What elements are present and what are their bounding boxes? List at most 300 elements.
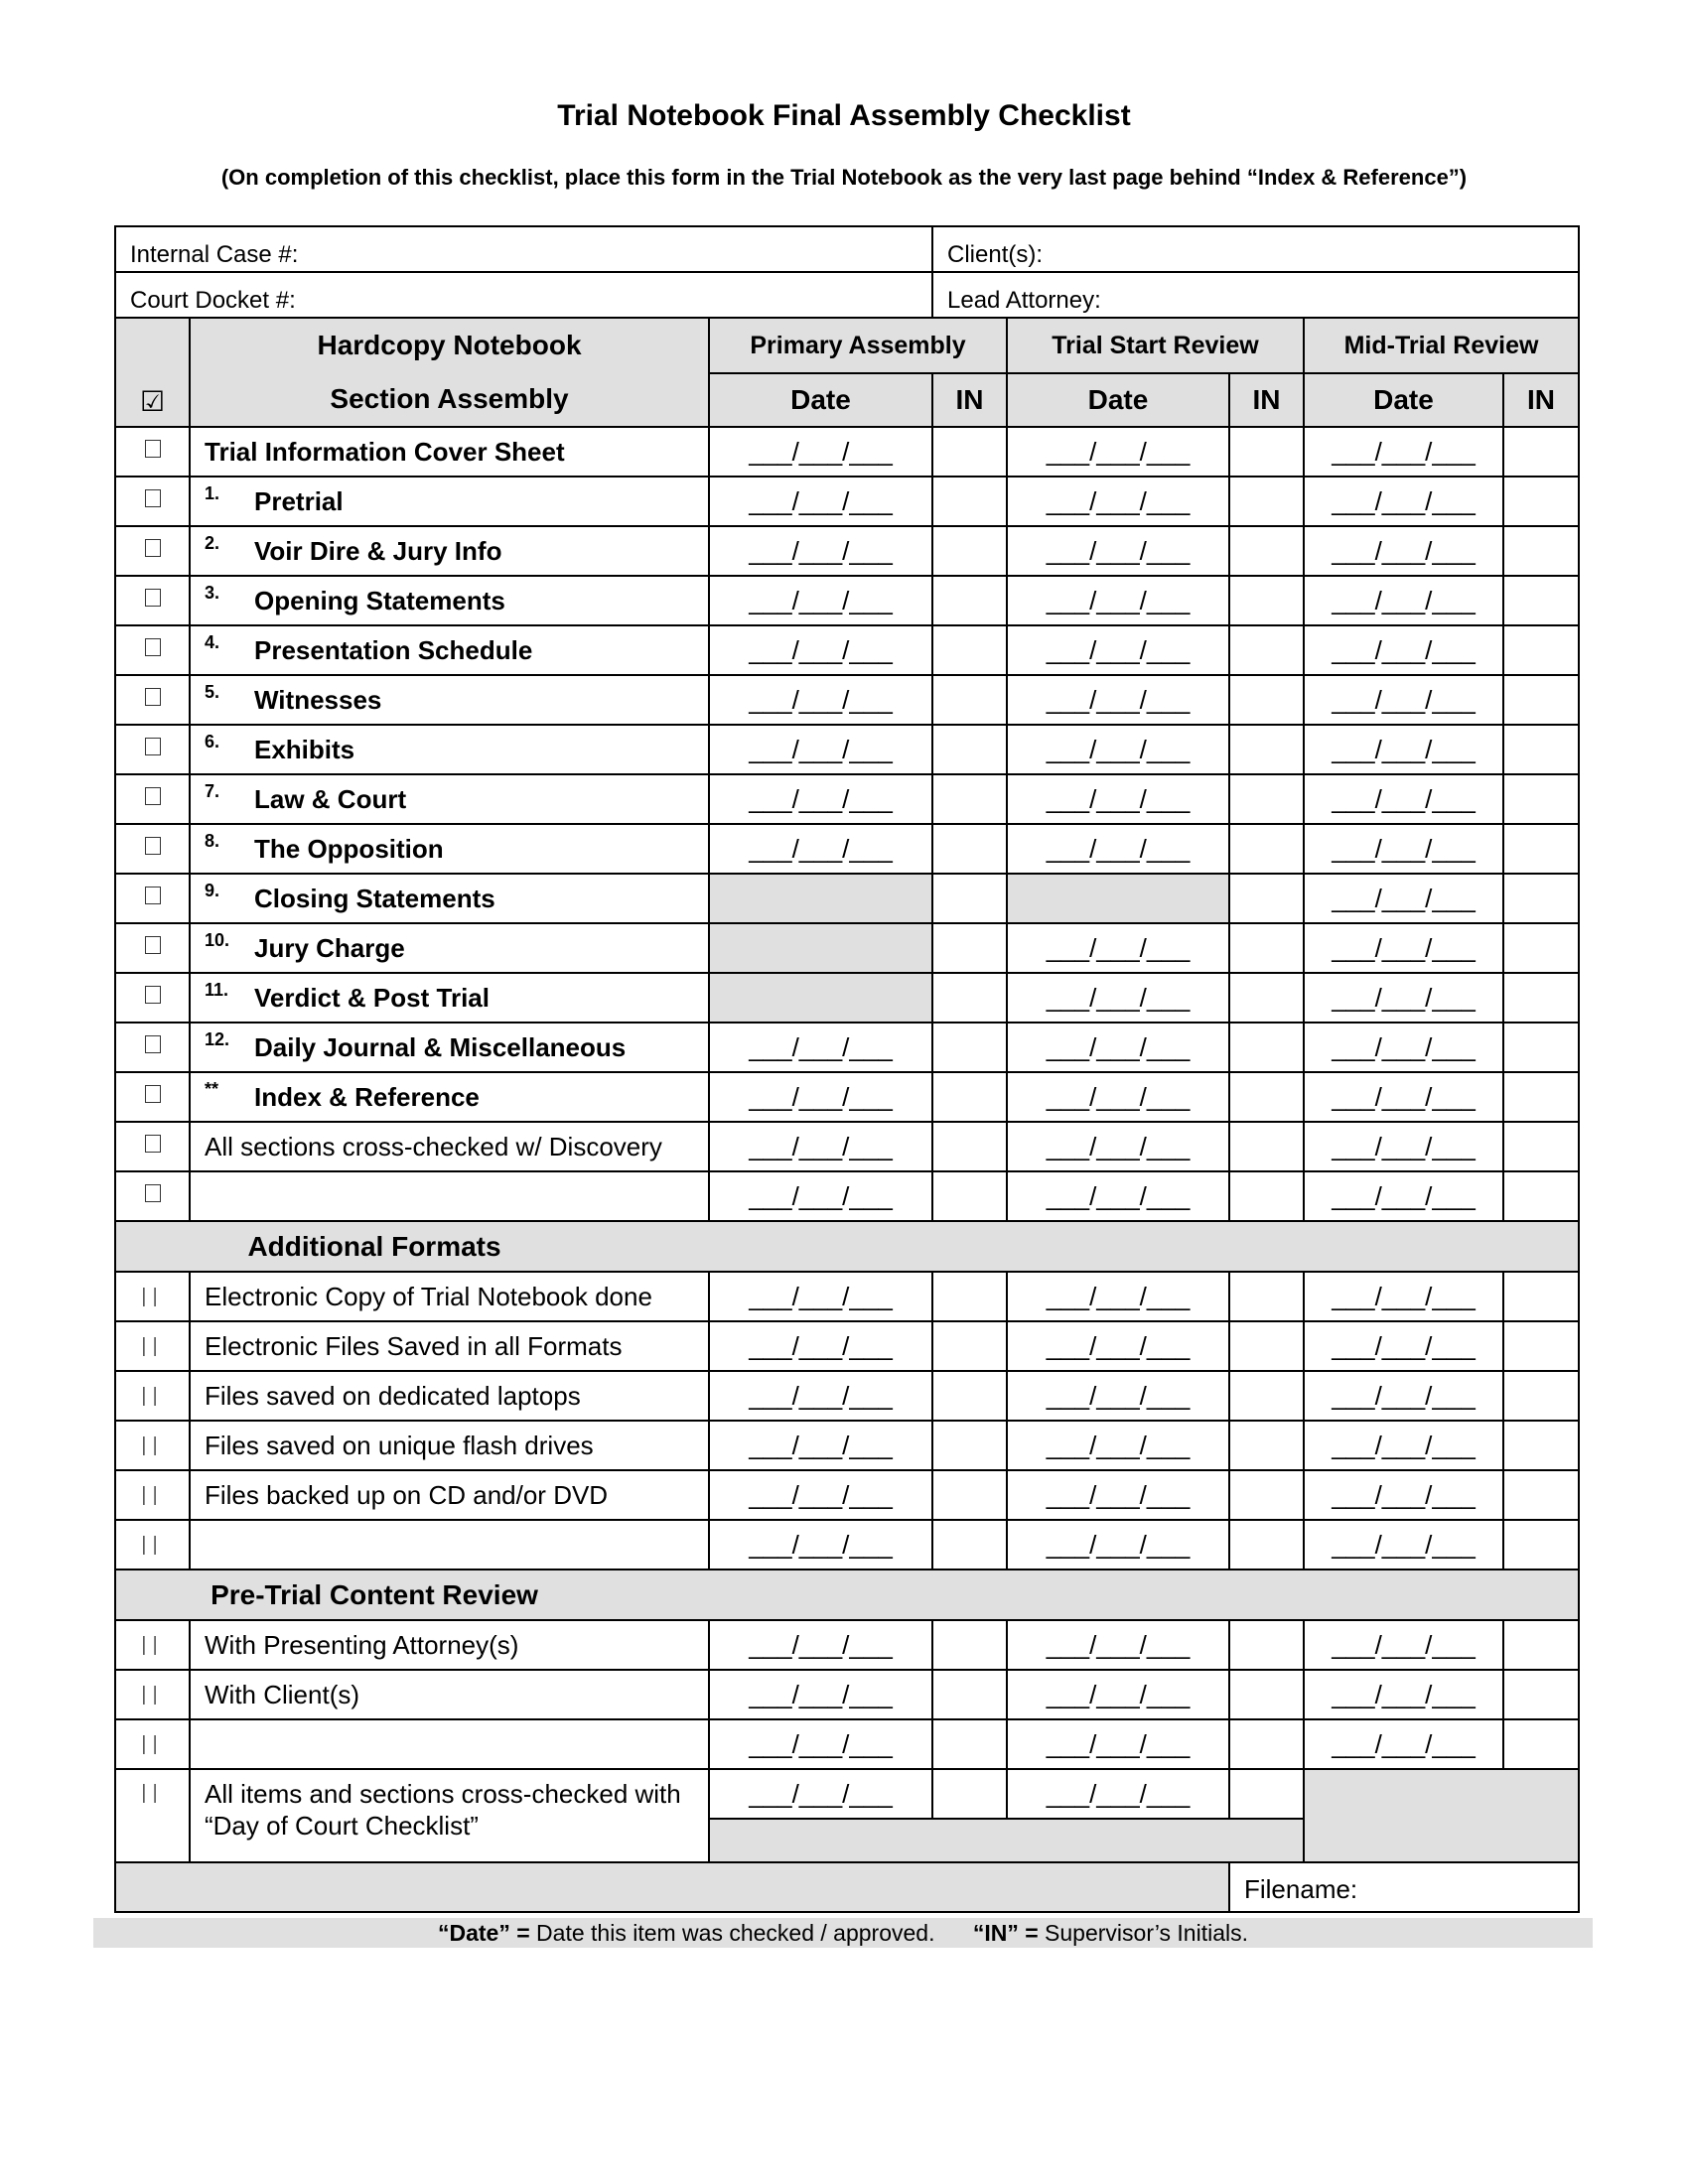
checkbox[interactable]	[115, 1072, 190, 1122]
date-field[interactable]	[1007, 1321, 1229, 1371]
initials-field[interactable]	[1229, 625, 1304, 675]
initials-field[interactable]	[1503, 874, 1579, 923]
date-header: Date	[709, 373, 932, 427]
table-row	[115, 1371, 1579, 1421]
date-field[interactable]	[1304, 1719, 1503, 1769]
date-field[interactable]	[1304, 526, 1503, 576]
initials-field[interactable]	[1229, 824, 1304, 874]
date-blank: ___/___/___	[1046, 1778, 1191, 1809]
initials-field[interactable]	[932, 477, 1007, 526]
date-field[interactable]	[709, 675, 932, 725]
date-blank: ___/___/___	[749, 1180, 893, 1211]
date-blank: ___/___/___	[749, 1778, 893, 1809]
shaded-cell	[709, 1819, 1304, 1862]
date-field[interactable]	[1007, 1470, 1229, 1520]
initials-field[interactable]	[932, 1023, 1007, 1072]
section-name: Pretrial	[254, 485, 344, 516]
initials-field[interactable]	[1229, 576, 1304, 625]
initials-field[interactable]	[1229, 1072, 1304, 1122]
filename-field[interactable]: Filename:	[1229, 1862, 1579, 1912]
date-blank: ___/___/___	[749, 1629, 893, 1660]
lead-attorney-field[interactable]: Lead Attorney:	[932, 272, 1579, 318]
date-blank: ___/___/___	[1046, 1679, 1191, 1709]
date-field[interactable]	[1304, 1272, 1503, 1321]
initials-field[interactable]	[1229, 725, 1304, 774]
table-row	[115, 1470, 1579, 1520]
in-header: IN	[1229, 373, 1304, 427]
checkbox-icon	[145, 936, 161, 954]
initials-field[interactable]	[1503, 1670, 1579, 1719]
initials-field[interactable]	[1229, 1122, 1304, 1171]
date-blank: ___/___/___	[1332, 1679, 1476, 1709]
initials-field[interactable]	[932, 1620, 1007, 1670]
shaded-cell	[1304, 1769, 1579, 1862]
court-docket-field[interactable]: Court Docket #:	[115, 272, 932, 318]
date-field[interactable]	[709, 1171, 932, 1221]
initials-field[interactable]	[1503, 1321, 1579, 1371]
date-field[interactable]	[1007, 526, 1229, 576]
date-field[interactable]	[709, 1620, 932, 1670]
date-field[interactable]	[1304, 1023, 1503, 1072]
date-field[interactable]	[1304, 1670, 1503, 1719]
checkbox[interactable]	[115, 477, 190, 526]
table-row	[115, 973, 1579, 1023]
date-blank: ___/___/___	[1046, 585, 1191, 615]
initials-field[interactable]	[1229, 1371, 1304, 1421]
initials-field[interactable]	[932, 1122, 1007, 1171]
date-field[interactable]	[1007, 1371, 1229, 1421]
section-label	[190, 774, 709, 824]
date-blank: ___/___/___	[1046, 485, 1191, 516]
initials-field[interactable]	[932, 1719, 1007, 1769]
date-field[interactable]	[1304, 1620, 1503, 1670]
initials-field[interactable]	[1503, 1171, 1579, 1221]
table-row	[115, 824, 1579, 874]
checkbox-icon	[145, 1184, 161, 1202]
initials-field[interactable]	[1229, 477, 1304, 526]
date-field[interactable]	[709, 576, 932, 625]
date-field[interactable]	[1007, 1719, 1229, 1769]
date-field[interactable]	[709, 1321, 932, 1371]
initials-field[interactable]	[932, 625, 1007, 675]
date-blank: ___/___/___	[1046, 1529, 1191, 1560]
date-field[interactable]	[1007, 923, 1229, 973]
date-field[interactable]	[709, 1371, 932, 1421]
section-number: 7.	[205, 780, 220, 801]
date-field[interactable]	[709, 1122, 932, 1171]
initials-field[interactable]	[932, 1072, 1007, 1122]
section-column-header	[190, 318, 709, 427]
checkbox-bracket-icon: ||	[141, 1633, 164, 1656]
initials-field[interactable]	[1503, 1520, 1579, 1570]
initials-field[interactable]	[1229, 1171, 1304, 1221]
date-field[interactable]	[1304, 725, 1503, 774]
checkbox-bracket-icon: ||	[141, 1732, 164, 1755]
initials-field[interactable]	[1503, 973, 1579, 1023]
date-field[interactable]	[1007, 973, 1229, 1023]
date-field[interactable]	[1007, 1272, 1229, 1321]
date-field[interactable]	[1007, 427, 1229, 477]
section-name: All sections cross-checked w/ Discovery	[205, 1131, 662, 1161]
initials-field[interactable]	[1229, 1769, 1304, 1819]
section-number: 11.	[205, 979, 229, 1000]
initials-field[interactable]	[1229, 526, 1304, 576]
checkbox[interactable]	[115, 1421, 190, 1470]
date-field[interactable]	[1007, 1670, 1229, 1719]
pretrial-review-header	[115, 1570, 1579, 1620]
initials-field[interactable]	[1503, 1272, 1579, 1321]
date-field[interactable]	[1304, 1421, 1503, 1470]
section-name: Opening Statements	[254, 585, 505, 615]
initials-field[interactable]	[932, 1769, 1007, 1819]
initials-field[interactable]	[1229, 1520, 1304, 1570]
initials-field[interactable]	[1503, 477, 1579, 526]
initials-field[interactable]	[932, 874, 1007, 923]
initials-field[interactable]	[1503, 1421, 1579, 1470]
table-row	[115, 576, 1579, 625]
date-blank: ___/___/___	[1046, 1479, 1191, 1510]
section-label	[190, 477, 709, 526]
initials-field[interactable]	[932, 1371, 1007, 1421]
initials-field[interactable]	[932, 774, 1007, 824]
checkbox[interactable]	[115, 774, 190, 824]
initials-field[interactable]	[932, 973, 1007, 1023]
checkbox[interactable]	[115, 874, 190, 923]
initials-field[interactable]	[1229, 874, 1304, 923]
legend-in-term: “IN” =	[972, 1920, 1039, 1946]
initials-field[interactable]	[1229, 923, 1304, 973]
date-blank: ___/___/___	[749, 585, 893, 615]
header-section-assembly: Section Assembly	[330, 383, 569, 414]
checkbox[interactable]	[115, 1272, 190, 1321]
shaded-cell	[115, 1862, 1229, 1912]
date-blank: ___/___/___	[749, 1529, 893, 1560]
initials-field[interactable]	[1503, 1719, 1579, 1769]
date-field[interactable]	[1007, 1072, 1229, 1122]
checkbox-icon	[145, 539, 161, 557]
date-blank: ___/___/___	[749, 684, 893, 715]
date-field[interactable]	[709, 973, 932, 1023]
table-row	[115, 1769, 1579, 1819]
date-blank: ___/___/___	[1332, 585, 1476, 615]
section-heading	[115, 1221, 1579, 1272]
checkbox[interactable]	[115, 1670, 190, 1719]
initials-field[interactable]	[1503, 625, 1579, 675]
table-row	[115, 427, 1579, 477]
initials-field[interactable]	[932, 576, 1007, 625]
initials-field[interactable]	[1503, 1072, 1579, 1122]
date-field[interactable]	[1304, 576, 1503, 625]
date-field[interactable]	[1007, 824, 1229, 874]
checkbox[interactable]	[115, 1620, 190, 1670]
checkbox[interactable]	[115, 675, 190, 725]
date-blank: ___/___/___	[1046, 436, 1191, 467]
date-field[interactable]	[709, 1072, 932, 1122]
initials-field[interactable]	[1229, 1023, 1304, 1072]
checklist-table	[114, 225, 1580, 1913]
initials-field[interactable]	[932, 526, 1007, 576]
table-row	[115, 1072, 1579, 1122]
initials-field[interactable]	[932, 427, 1007, 477]
checkbox-bracket-icon: ||	[141, 1285, 164, 1307]
date-field[interactable]	[709, 1719, 932, 1769]
section-number: 10.	[205, 929, 230, 950]
date-field[interactable]	[1007, 675, 1229, 725]
initials-field[interactable]	[1503, 923, 1579, 973]
initials-field[interactable]	[1229, 973, 1304, 1023]
date-blank: ___/___/___	[1046, 1131, 1191, 1161]
date-blank: ___/___/___	[749, 1380, 893, 1411]
checkbox[interactable]	[115, 1520, 190, 1570]
section-label	[190, 1072, 709, 1122]
date-field[interactable]	[709, 1470, 932, 1520]
checkbox[interactable]	[115, 1719, 190, 1769]
table-row	[115, 1171, 1579, 1221]
date-field[interactable]	[1007, 477, 1229, 526]
initials-field[interactable]	[932, 1520, 1007, 1570]
date-field[interactable]	[1007, 625, 1229, 675]
internal-case-field[interactable]: Internal Case #:	[115, 226, 932, 272]
clients-field[interactable]: Client(s):	[932, 226, 1579, 272]
date-field[interactable]	[1007, 725, 1229, 774]
checkbox-icon	[145, 738, 161, 755]
date-field[interactable]	[1304, 625, 1503, 675]
initials-field[interactable]	[932, 1670, 1007, 1719]
checkbox[interactable]	[115, 576, 190, 625]
initials-field[interactable]	[1503, 725, 1579, 774]
section-name: The Opposition	[254, 833, 444, 864]
date-blank: ___/___/___	[749, 1131, 893, 1161]
checkbox[interactable]	[115, 1171, 190, 1221]
initials-field[interactable]	[1503, 526, 1579, 576]
date-blank: ___/___/___	[1332, 833, 1476, 864]
date-field[interactable]	[1304, 874, 1503, 923]
section-name: Witnesses	[254, 684, 382, 715]
date-blank: ___/___/___	[1332, 1380, 1476, 1411]
date-field[interactable]	[1304, 1371, 1503, 1421]
initials-field[interactable]	[1503, 1122, 1579, 1171]
initials-field[interactable]	[1503, 1023, 1579, 1072]
date-field[interactable]	[1007, 774, 1229, 824]
initials-field[interactable]	[1503, 576, 1579, 625]
format-label: Files backed up on CD and/or DVD	[190, 1470, 709, 1520]
date-field[interactable]	[1304, 1072, 1503, 1122]
date-blank: ___/___/___	[749, 1031, 893, 1062]
initials-field[interactable]	[1503, 824, 1579, 874]
date-field[interactable]	[709, 923, 932, 973]
initials-field[interactable]	[932, 1421, 1007, 1470]
section-name: Presentation Schedule	[254, 634, 533, 665]
checkbox-icon	[145, 887, 161, 904]
date-blank: ___/___/___	[1046, 1728, 1191, 1759]
table-row	[115, 477, 1579, 526]
mid-trial-review-header: Mid-Trial Review	[1304, 318, 1579, 373]
date-field[interactable]	[1007, 1122, 1229, 1171]
initials-field[interactable]	[932, 1171, 1007, 1221]
date-field[interactable]	[1304, 427, 1503, 477]
initials-field[interactable]	[1229, 1670, 1304, 1719]
initials-field[interactable]	[932, 1321, 1007, 1371]
date-field[interactable]	[1007, 1769, 1229, 1819]
date-blank: ___/___/___	[1046, 1380, 1191, 1411]
date-field[interactable]	[1304, 477, 1503, 526]
date-field[interactable]	[1304, 973, 1503, 1023]
table-row	[115, 675, 1579, 725]
date-field[interactable]	[1304, 1520, 1503, 1570]
initials-field[interactable]	[1229, 1719, 1304, 1769]
date-field[interactable]	[1304, 1122, 1503, 1171]
date-field[interactable]	[709, 874, 932, 923]
date-blank: ___/___/___	[1046, 1031, 1191, 1062]
initials-field[interactable]	[1503, 774, 1579, 824]
date-field[interactable]	[709, 625, 932, 675]
section-number: 3.	[205, 582, 220, 603]
filename-row	[115, 1862, 1579, 1912]
initials-field[interactable]	[932, 923, 1007, 973]
page-title: Trial Notebook Final Assembly Checklist	[557, 99, 1131, 132]
checkbox[interactable]	[115, 725, 190, 774]
section-name: Law & Court	[254, 783, 407, 814]
date-blank: ___/___/___	[1046, 1330, 1191, 1361]
header-notebook: Hardcopy Notebook	[317, 330, 582, 360]
initials-field[interactable]	[1503, 675, 1579, 725]
checkbox-icon	[145, 837, 161, 855]
section-label	[190, 675, 709, 725]
date-field[interactable]	[1304, 824, 1503, 874]
checkbox[interactable]	[115, 526, 190, 576]
section-name: Exhibits	[254, 734, 355, 764]
format-label: Files saved on dedicated laptops	[190, 1371, 709, 1421]
checkbox[interactable]	[115, 923, 190, 973]
date-field[interactable]	[1007, 1023, 1229, 1072]
initials-field[interactable]	[1229, 1272, 1304, 1321]
checkbox[interactable]	[115, 824, 190, 874]
date-blank: ___/___/___	[1332, 932, 1476, 963]
date-field[interactable]	[1007, 874, 1229, 923]
date-field[interactable]	[709, 1023, 932, 1072]
initials-field[interactable]	[1229, 427, 1304, 477]
date-field[interactable]	[1304, 675, 1503, 725]
date-blank: ___/___/___	[1332, 982, 1476, 1013]
initials-field[interactable]	[932, 725, 1007, 774]
table-row	[115, 1023, 1579, 1072]
initials-field[interactable]	[1229, 1620, 1304, 1670]
date-field[interactable]	[709, 725, 932, 774]
date-field[interactable]	[709, 1769, 932, 1819]
date-blank: ___/___/___	[1046, 833, 1191, 864]
date-field[interactable]	[1304, 923, 1503, 973]
checkbox[interactable]	[115, 625, 190, 675]
date-header: Date	[1304, 373, 1503, 427]
date-field[interactable]	[1304, 1321, 1503, 1371]
in-header: IN	[932, 373, 1007, 427]
date-field[interactable]	[709, 1421, 932, 1470]
initials-field[interactable]	[1229, 1470, 1304, 1520]
date-field[interactable]	[1304, 1171, 1503, 1221]
checkbox-icon	[145, 440, 161, 458]
checkbox[interactable]	[115, 1470, 190, 1520]
initials-field[interactable]	[1503, 1620, 1579, 1670]
initials-field[interactable]	[932, 675, 1007, 725]
checkbox[interactable]	[115, 973, 190, 1023]
date-field[interactable]	[709, 427, 932, 477]
initials-field[interactable]	[1229, 675, 1304, 725]
table-row	[115, 923, 1579, 973]
date-field[interactable]	[709, 526, 932, 576]
table-row	[115, 774, 1579, 824]
table-row	[115, 1321, 1579, 1371]
checkbox-icon	[145, 1035, 161, 1053]
date-field[interactable]	[1007, 576, 1229, 625]
checkbox[interactable]	[115, 1023, 190, 1072]
date-field[interactable]	[709, 824, 932, 874]
section-number: 1.	[205, 482, 220, 503]
date-blank: ___/___/___	[1332, 783, 1476, 814]
date-field[interactable]	[709, 774, 932, 824]
date-field[interactable]	[1007, 1520, 1229, 1570]
section-heading-text: Pre-Trial Content Review	[211, 1578, 538, 1610]
date-blank: ___/___/___	[1332, 734, 1476, 764]
checkbox[interactable]	[115, 1769, 190, 1862]
table-row	[115, 1272, 1579, 1321]
section-heading	[115, 1570, 1579, 1620]
checkbox-bracket-icon: ||	[141, 1483, 164, 1506]
initials-field[interactable]	[1229, 1321, 1304, 1371]
date-field[interactable]	[1304, 1470, 1503, 1520]
date-blank: ___/___/___	[1332, 1031, 1476, 1062]
section-label	[190, 725, 709, 774]
additional-formats-header	[115, 1221, 1579, 1272]
initials-field[interactable]	[1503, 1371, 1579, 1421]
date-field[interactable]	[1007, 1171, 1229, 1221]
checkbox[interactable]	[115, 427, 190, 477]
checkbox-icon	[145, 688, 161, 706]
format-label	[190, 1520, 709, 1570]
date-field[interactable]	[709, 477, 932, 526]
date-field[interactable]	[709, 1670, 932, 1719]
date-field[interactable]	[1007, 1620, 1229, 1670]
review-label	[190, 1719, 709, 1769]
date-blank: ___/___/___	[1332, 1081, 1476, 1112]
date-blank: ___/___/___	[1332, 1131, 1476, 1161]
date-field[interactable]	[709, 1272, 932, 1321]
initials-field[interactable]	[932, 1272, 1007, 1321]
section-label	[190, 923, 709, 973]
initials-field[interactable]	[1503, 427, 1579, 477]
checkbox[interactable]	[115, 1371, 190, 1421]
date-blank: ___/___/___	[1332, 684, 1476, 715]
section-label	[190, 576, 709, 625]
trial-start-review-header: Trial Start Review	[1007, 318, 1304, 373]
date-blank: ___/___/___	[1046, 734, 1191, 764]
initials-field[interactable]	[932, 824, 1007, 874]
initials-field[interactable]	[932, 1470, 1007, 1520]
checkbox[interactable]	[115, 1122, 190, 1171]
initials-field[interactable]	[1229, 774, 1304, 824]
date-field[interactable]	[709, 1520, 932, 1570]
checkbox[interactable]	[115, 1321, 190, 1371]
date-blank: ___/___/___	[1046, 684, 1191, 715]
initials-field[interactable]	[1503, 1470, 1579, 1520]
check-column-header	[115, 318, 190, 427]
date-field[interactable]	[1007, 1421, 1229, 1470]
date-blank: ___/___/___	[749, 783, 893, 814]
date-blank: ___/___/___	[1332, 1529, 1476, 1560]
table-row	[115, 1620, 1579, 1670]
section-name: Voir Dire & Jury Info	[254, 535, 502, 566]
date-field[interactable]	[1304, 774, 1503, 824]
initials-field[interactable]	[1229, 1421, 1304, 1470]
